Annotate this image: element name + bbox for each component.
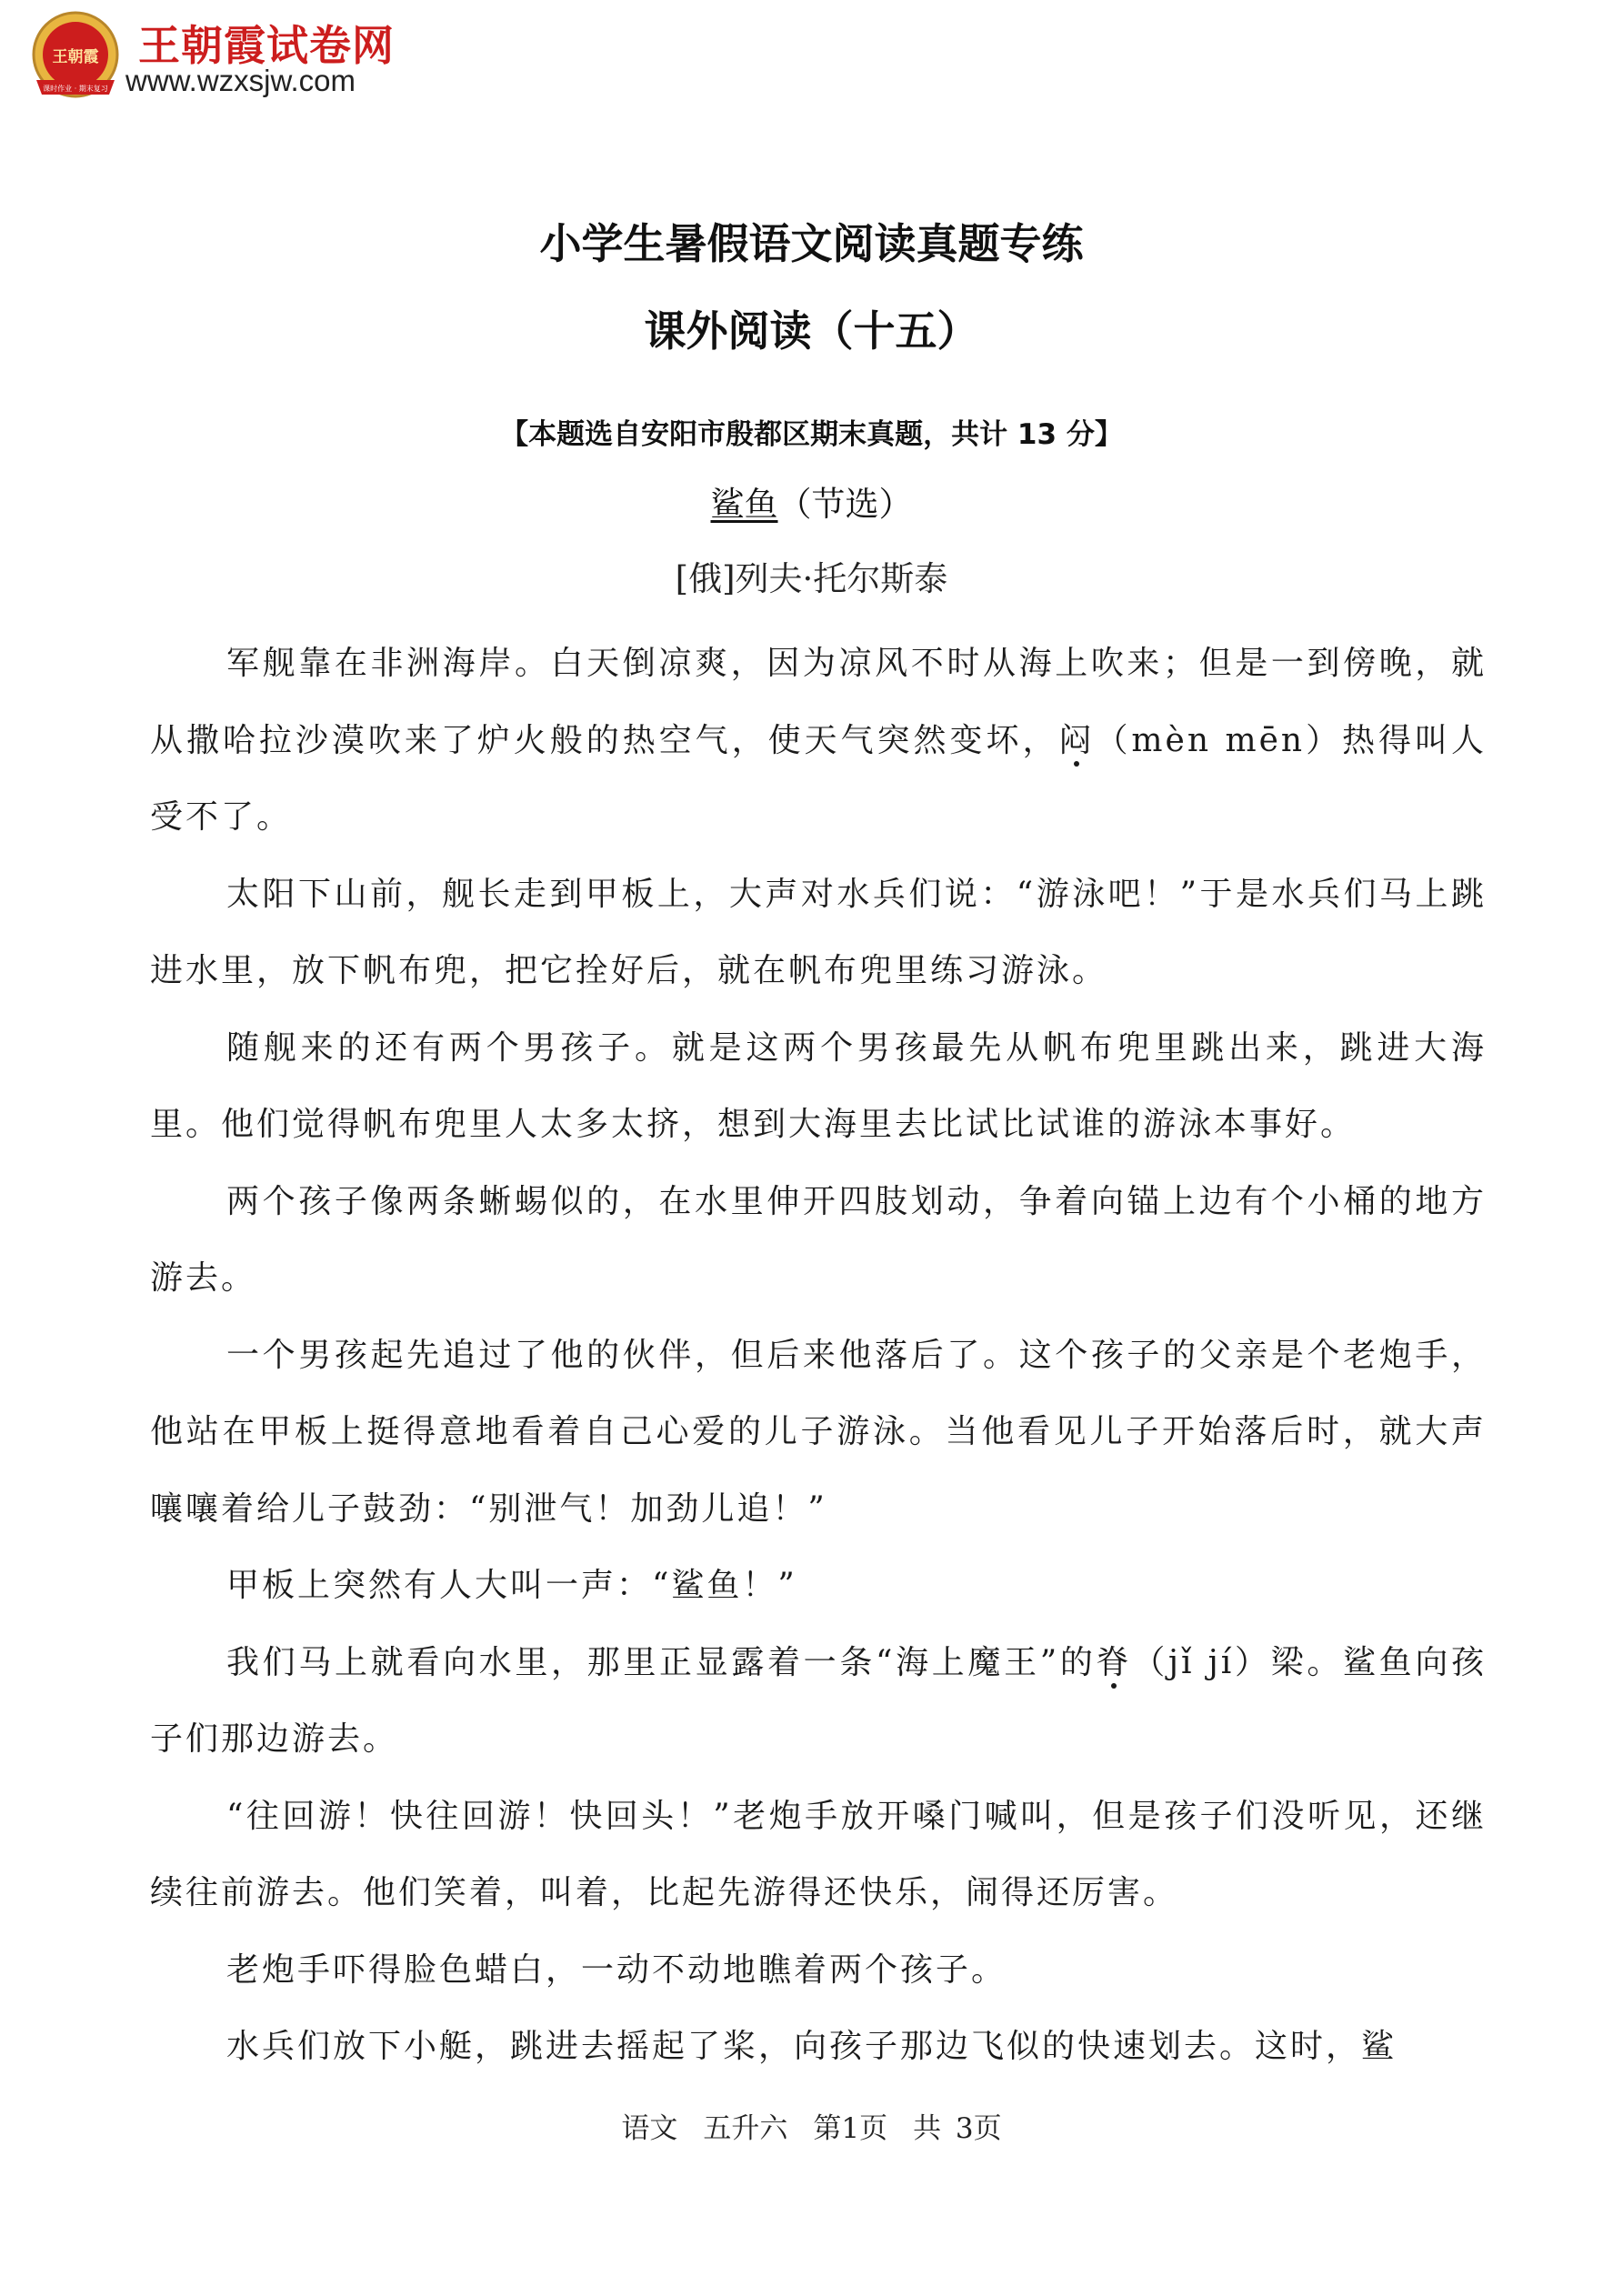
source-note: 【本题选自安阳市殷都区期末真题，共计 13 分】	[500, 418, 1123, 451]
paragraph-8: “往回游！快往回游！快回头！”老炮手放开嗓门喊叫，但是孩子们没听见，还继续往前游去。他们笑着，叫着，比起先游得还快乐，闹得还厉害。	[150, 1797, 1487, 1911]
emblem-icon	[25, 7, 125, 107]
page-title: 小学生暑假语文阅读真题专练	[539, 219, 1084, 268]
paragraph-9: 老炮手吓得脸色蜡白，一动不动地瞧着两个孩子。	[226, 1950, 1007, 1989]
emblem-banner: 课时作业 · 期末复习	[43, 85, 108, 93]
story-title-main: 鲨鱼	[710, 485, 778, 524]
story-author: [俄]列夫·托尔斯泰	[675, 559, 948, 598]
logo-url[interactable]: www.wzxsjw.com	[125, 64, 356, 97]
paragraph-3: 随舰来的还有两个男孩子。就是这两个男孩最先从帆布兜里跳出来，跳进大海里。他们觉得帆布兜里人太多太挤，想到大海里去比试比试谁的游泳本事好。	[150, 1028, 1487, 1143]
logo-site-name: 王朝霞试卷网	[138, 21, 395, 70]
footer-subject: 语文	[621, 2112, 678, 2145]
paragraph-2: 太阳下山前，舰长走到甲板上，大声对水兵们说：“游泳吧！”于是水兵们马上跳进水里，放下帆布兜，把它拴好后，就在帆布兜里练习游泳。	[150, 875, 1487, 989]
site-logo[interactable]	[25, 7, 407, 107]
footer-page-number: 第1页	[813, 2112, 888, 2145]
paragraph-7	[150, 1625, 1487, 1779]
paragraph-4: 两个孩子像两条蜥蜴似的，在水里伸开四肢划动，争着向锚上边有个小桶的地方游去。	[150, 1182, 1487, 1297]
paragraph-7-text: 我们马上就看向水里，那里正显露着一条“海上魔王”的	[226, 1643, 1097, 1681]
paragraph-5: 一个男孩起先追过了他的伙伴，但后来他落后了。这个孩子的父亲是个老炮手，他站在甲板上挺得意地看着自己心爱的儿子游泳。当他看见儿子开始落后时，就大声嚷嚷着给儿子鼓劲：“别泄气！加劲儿追！”	[150, 1336, 1487, 1528]
emblem-text: 王朝霞	[52, 48, 99, 66]
paragraph-7-pinyin: （jǐ jí）梁。鲨鱼向孩子们那边游去。	[150, 1643, 1487, 1758]
paragraph-1-pinyin: （mèn mēn）热得叫人受不了。	[150, 721, 1487, 836]
footer-total-pages: 共 3页	[913, 2112, 1002, 2145]
paragraph-6: 甲板上突然有人大叫一声：“鲨鱼！”	[226, 1567, 797, 1604]
paragraph-1-text: 军舰靠在非洲海岸。白天倒凉爽，因为凉风不时从海上吹来；但是一到傍晚，就从撒哈拉沙漠吹来了炉火般的热空气，使天气突然变坏，	[150, 645, 1487, 759]
page-footer	[0, 2105, 1623, 2146]
dotted-character: 脊	[1096, 1643, 1133, 1681]
dotted-character: 闷	[1058, 721, 1096, 759]
passage-body	[150, 626, 1487, 2086]
paragraph-10: 水兵们放下小艇，跳进去摇起了桨，向孩子那边飞似的快速划去。这时，鲨	[226, 2028, 1398, 2065]
footer-grade: 五升六	[703, 2112, 788, 2145]
page-subtitle: 课外阅读（十五）	[644, 306, 979, 356]
story-title-suffix: （节选）	[777, 485, 913, 524]
story-title	[0, 476, 1623, 526]
paragraph-1	[150, 626, 1487, 857]
